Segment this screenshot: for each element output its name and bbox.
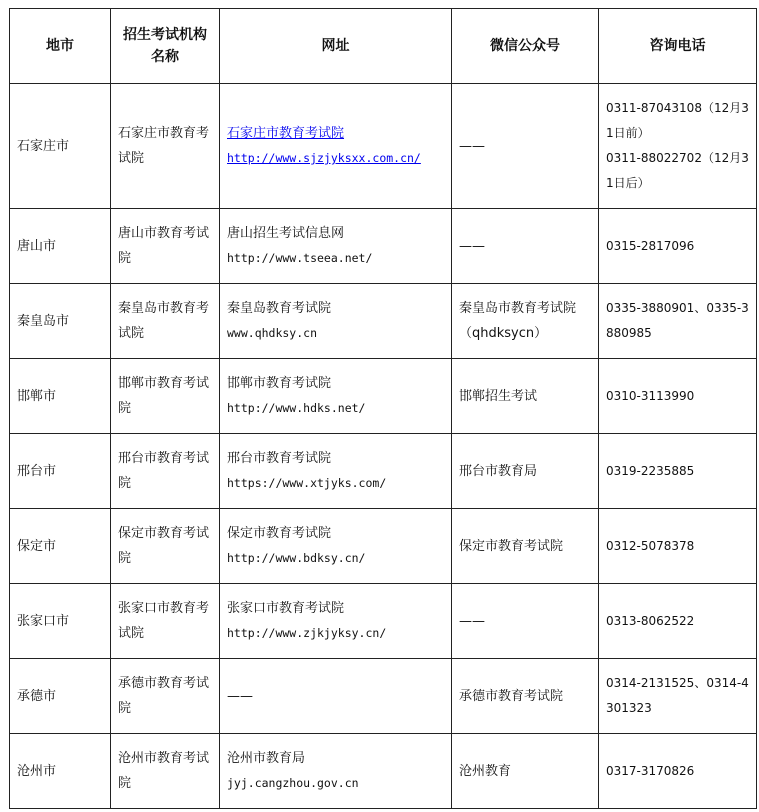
city-cell: 石家庄市: [10, 84, 111, 209]
table-row: [10, 434, 757, 509]
phone-number: 0313-8062522: [606, 613, 695, 628]
website-cell: [220, 84, 452, 209]
website-url: jyj.cangzhou.gov.cn: [227, 776, 359, 790]
institution-cell: 唐山市教育考试院: [111, 209, 220, 284]
website-name: 唐山招生考试信息网: [227, 226, 345, 241]
city-cell: 张家口市: [10, 584, 111, 659]
website-url: http://www.hdks.net/: [227, 401, 366, 415]
phone-cell: [599, 509, 757, 584]
website-name: ——: [227, 688, 253, 704]
phone-cell: [599, 209, 757, 284]
website-name: 张家口市教育考试院: [227, 601, 345, 616]
website-cell: [220, 509, 452, 584]
phone-number: 0319-2235885: [606, 463, 695, 478]
wechat-cell: 邯郸招生考试: [452, 359, 599, 434]
website-cell: [220, 209, 452, 284]
phone-cell: [599, 659, 757, 734]
phone-cell: [599, 434, 757, 509]
phone-number: 0315-2817096: [606, 238, 695, 253]
website-cell: [220, 659, 452, 734]
table-row: [10, 659, 757, 734]
phone-number: 0314-2131525、0314-4301323: [606, 676, 749, 715]
website-url: http://www.zjkjyksy.cn/: [227, 626, 387, 640]
phone-number: 0310-3113990: [606, 388, 695, 403]
website-url: www.qhdksy.cn: [227, 326, 318, 340]
phone-cell: [599, 284, 757, 359]
table-row: [10, 209, 757, 284]
wechat-cell: ——: [452, 584, 599, 659]
city-cell: 邯郸市: [10, 359, 111, 434]
website-name: 邢台市教育考试院: [227, 451, 332, 466]
table-row: [10, 359, 757, 434]
institution-cell: 邢台市教育考试院: [111, 434, 220, 509]
institution-cell: 保定市教育考试院: [111, 509, 220, 584]
website-url-link[interactable]: http://www.sjzjyksxx.com.cn/: [227, 151, 421, 165]
header-institution: 招生考试机构名称: [111, 9, 220, 84]
phone-number: 0317-3170826: [606, 763, 695, 778]
table-row: [10, 734, 757, 809]
website-cell: [220, 584, 452, 659]
wechat-cell: 沧州教育: [452, 734, 599, 809]
website-url: http://www.bdksy.cn/: [227, 551, 366, 565]
website-name: 沧州市教育局: [227, 751, 306, 766]
website-name: 秦皇岛教育考试院: [227, 301, 332, 316]
phone-number: 0311-88022702（12月31日后）: [606, 151, 749, 190]
phone-number: 0312-5078378: [606, 538, 695, 553]
institution-cell: 沧州市教育考试院: [111, 734, 220, 809]
website-url: http://www.tseea.net/: [227, 251, 373, 265]
institution-cell: 承德市教育考试院: [111, 659, 220, 734]
website-name: 保定市教育考试院: [227, 526, 332, 541]
wechat-cell: 保定市教育考试院: [452, 509, 599, 584]
wechat-cell: ——: [452, 84, 599, 209]
table-row: [10, 509, 757, 584]
wechat-cell: ——: [452, 209, 599, 284]
wechat-cell: 秦皇岛市教育考试院（qhdksycn）: [452, 284, 599, 359]
phone-cell: [599, 359, 757, 434]
city-cell: 承德市: [10, 659, 111, 734]
city-cell: 邢台市: [10, 434, 111, 509]
phone-cell: [599, 584, 757, 659]
phone-number: 0335-3880901、0335-3880985: [606, 301, 749, 340]
wechat-cell: 邢台市教育局: [452, 434, 599, 509]
phone-number: 0311-87043108（12月31日前）: [606, 101, 749, 140]
header-website: 网址: [220, 9, 452, 84]
wechat-cell: 承德市教育考试院: [452, 659, 599, 734]
institution-cell: 邯郸市教育考试院: [111, 359, 220, 434]
table-row: [10, 84, 757, 209]
website-cell: [220, 284, 452, 359]
contact-table: [9, 8, 757, 809]
website-cell: [220, 734, 452, 809]
website-name: 邯郸市教育考试院: [227, 376, 332, 391]
city-cell: 保定市: [10, 509, 111, 584]
city-cell: 沧州市: [10, 734, 111, 809]
city-cell: 唐山市: [10, 209, 111, 284]
website-url: https://www.xtjyks.com/: [227, 476, 387, 490]
institution-cell: 秦皇岛市教育考试院: [111, 284, 220, 359]
phone-cell: [599, 84, 757, 209]
website-link[interactable]: 石家庄市教育考试院: [227, 126, 345, 141]
table-header-row: [10, 9, 757, 84]
institution-cell: 张家口市教育考试院: [111, 584, 220, 659]
table-row: [10, 284, 757, 359]
website-cell: [220, 434, 452, 509]
header-phone: 咨询电话: [599, 9, 757, 84]
institution-cell: 石家庄市教育考试院: [111, 84, 220, 209]
phone-cell: [599, 734, 757, 809]
city-cell: 秦皇岛市: [10, 284, 111, 359]
header-wechat: 微信公众号: [452, 9, 599, 84]
website-cell: [220, 359, 452, 434]
header-city: 地市: [10, 9, 111, 84]
table-row: [10, 584, 757, 659]
